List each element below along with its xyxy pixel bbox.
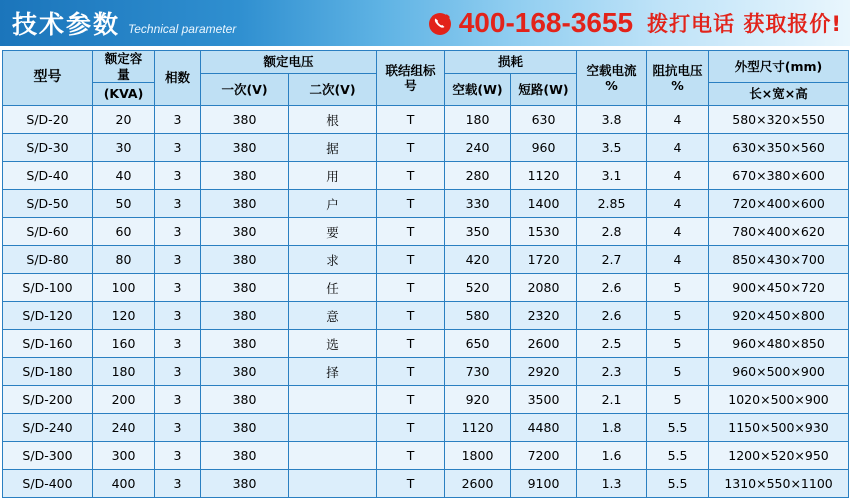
table-row xyxy=(3,134,849,162)
cell-impedance: 5 xyxy=(647,386,709,414)
header-connection-line2: 号 xyxy=(404,78,417,94)
phone-icon xyxy=(427,10,453,36)
cell-model: S/D-60 xyxy=(3,218,93,246)
cell-short-circuit-watt: 1720 xyxy=(511,246,577,274)
table-body xyxy=(3,106,849,498)
cell-no-load-current: 2.6 xyxy=(577,302,647,330)
cell-connection: T xyxy=(377,442,445,470)
cell-primary-voltage: 380 xyxy=(201,190,289,218)
cell-model: S/D-240 xyxy=(3,414,93,442)
cell-secondary-voltage: 意 xyxy=(289,302,377,330)
cell-impedance: 5 xyxy=(647,302,709,330)
table-row xyxy=(3,302,849,330)
cell-no-load-current: 2.1 xyxy=(577,386,647,414)
cell-impedance: 5 xyxy=(647,274,709,302)
cell-secondary-voltage: 任 xyxy=(289,274,377,302)
cell-secondary-voltage xyxy=(289,442,377,470)
header-capacity xyxy=(93,51,155,83)
cell-dimensions: 900×450×720 xyxy=(709,274,849,302)
cell-phases: 3 xyxy=(155,274,201,302)
cell-model: S/D-100 xyxy=(3,274,93,302)
cell-connection: T xyxy=(377,414,445,442)
cell-primary-voltage: 380 xyxy=(201,162,289,190)
header-no-load-current-line1: 空载电流 xyxy=(586,62,637,78)
cell-impedance: 4 xyxy=(647,134,709,162)
page-subtitle: Technical parameter xyxy=(128,22,237,36)
spec-table-container xyxy=(0,46,850,500)
cell-no-load-current: 2.85 xyxy=(577,190,647,218)
cell-secondary-voltage: 用 xyxy=(289,162,377,190)
header-no-load-current-line2: % xyxy=(605,78,618,94)
header-dimensions: 外型尺寸(mm) xyxy=(709,51,849,83)
cell-capacity: 180 xyxy=(93,358,155,386)
header-banner xyxy=(0,0,850,46)
cell-impedance: 4 xyxy=(647,218,709,246)
table-row xyxy=(3,414,849,442)
call-to-action-text: 拨打电话 获取报价! xyxy=(647,12,842,36)
cell-connection: T xyxy=(377,134,445,162)
header-loss: 损耗 xyxy=(445,51,577,74)
cell-phases: 3 xyxy=(155,162,201,190)
cell-phases: 3 xyxy=(155,330,201,358)
cell-no-load-current: 2.8 xyxy=(577,218,647,246)
cell-model: S/D-160 xyxy=(3,330,93,358)
header-connection-line1: 联结组标 xyxy=(385,62,436,78)
cell-capacity: 60 xyxy=(93,218,155,246)
cell-short-circuit-watt: 1530 xyxy=(511,218,577,246)
cell-no-load-watt: 1120 xyxy=(445,414,511,442)
cell-no-load-watt: 580 xyxy=(445,302,511,330)
cell-secondary-voltage xyxy=(289,386,377,414)
cell-no-load-watt: 1800 xyxy=(445,442,511,470)
cell-no-load-current: 1.8 xyxy=(577,414,647,442)
cell-short-circuit-watt: 1120 xyxy=(511,162,577,190)
cell-phases: 3 xyxy=(155,442,201,470)
phone-number[interactable]: 400-168-3655 xyxy=(458,7,634,38)
cell-model: S/D-80 xyxy=(3,246,93,274)
cell-primary-voltage: 380 xyxy=(201,274,289,302)
header-impedance-line2: % xyxy=(671,78,684,94)
cell-dimensions: 850×430×700 xyxy=(709,246,849,274)
cell-short-circuit-watt: 630 xyxy=(511,106,577,134)
table-row xyxy=(3,162,849,190)
cell-capacity: 80 xyxy=(93,246,155,274)
page-title: 技术参数 xyxy=(12,10,121,39)
cell-impedance: 5.5 xyxy=(647,414,709,442)
cell-short-circuit-watt: 3500 xyxy=(511,386,577,414)
cell-no-load-current: 3.8 xyxy=(577,106,647,134)
header-contact-group xyxy=(427,0,842,46)
table-row xyxy=(3,190,849,218)
cell-capacity: 20 xyxy=(93,106,155,134)
table-header xyxy=(3,51,849,106)
cell-secondary-voltage: 择 xyxy=(289,358,377,386)
table-row xyxy=(3,442,849,470)
cell-no-load-watt: 330 xyxy=(445,190,511,218)
cell-primary-voltage: 380 xyxy=(201,218,289,246)
header-capacity-line1: 额定容 xyxy=(104,51,143,66)
cell-impedance: 4 xyxy=(647,106,709,134)
cell-phases: 3 xyxy=(155,218,201,246)
cell-model: S/D-20 xyxy=(3,106,93,134)
cell-secondary-voltage: 根 xyxy=(289,106,377,134)
cell-connection: T xyxy=(377,274,445,302)
table-row xyxy=(3,470,849,498)
cell-dimensions: 960×480×850 xyxy=(709,330,849,358)
cell-dimensions: 630×350×560 xyxy=(709,134,849,162)
cell-secondary-voltage: 据 xyxy=(289,134,377,162)
header-capacity-unit: (KVA) xyxy=(93,83,155,106)
cell-connection: T xyxy=(377,190,445,218)
cell-dimensions: 670×380×600 xyxy=(709,162,849,190)
cell-model: S/D-120 xyxy=(3,302,93,330)
cell-primary-voltage: 380 xyxy=(201,386,289,414)
cell-primary-voltage: 380 xyxy=(201,302,289,330)
cell-impedance: 4 xyxy=(647,190,709,218)
cell-phases: 3 xyxy=(155,190,201,218)
cell-secondary-voltage: 求 xyxy=(289,246,377,274)
cell-no-load-current: 3.5 xyxy=(577,134,647,162)
header-dimensions-sub: 长×宽×高 xyxy=(709,83,849,106)
cell-phases: 3 xyxy=(155,358,201,386)
cell-primary-voltage: 380 xyxy=(201,330,289,358)
cell-model: S/D-30 xyxy=(3,134,93,162)
cell-model: S/D-400 xyxy=(3,470,93,498)
header-connection xyxy=(377,51,445,106)
cell-primary-voltage: 380 xyxy=(201,246,289,274)
cell-primary-voltage: 380 xyxy=(201,106,289,134)
cell-phases: 3 xyxy=(155,134,201,162)
cell-impedance: 4 xyxy=(647,246,709,274)
header-capacity-line2: 量 xyxy=(117,66,130,82)
header-rated-voltage: 额定电压 xyxy=(201,51,377,74)
cell-no-load-current: 2.3 xyxy=(577,358,647,386)
cell-phases: 3 xyxy=(155,386,201,414)
header-title-group xyxy=(0,5,236,41)
cell-no-load-watt: 650 xyxy=(445,330,511,358)
cell-impedance: 4 xyxy=(647,162,709,190)
cell-connection: T xyxy=(377,330,445,358)
cell-primary-voltage: 380 xyxy=(201,470,289,498)
cell-short-circuit-watt: 1400 xyxy=(511,190,577,218)
table-row xyxy=(3,386,849,414)
cell-model: S/D-200 xyxy=(3,386,93,414)
table-row xyxy=(3,358,849,386)
cell-dimensions: 780×400×620 xyxy=(709,218,849,246)
cell-connection: T xyxy=(377,358,445,386)
cell-impedance: 5.5 xyxy=(647,470,709,498)
cell-impedance: 5.5 xyxy=(647,442,709,470)
cell-connection: T xyxy=(377,470,445,498)
cell-model: S/D-50 xyxy=(3,190,93,218)
cell-capacity: 300 xyxy=(93,442,155,470)
cell-connection: T xyxy=(377,302,445,330)
cell-no-load-watt: 730 xyxy=(445,358,511,386)
header-impedance xyxy=(647,51,709,106)
cell-no-load-watt: 920 xyxy=(445,386,511,414)
cell-capacity: 240 xyxy=(93,414,155,442)
header-no-load-watt: 空载(W) xyxy=(445,74,511,106)
cell-capacity: 40 xyxy=(93,162,155,190)
header-primary-voltage: 一次(V) xyxy=(201,74,289,106)
cell-secondary-voltage: 选 xyxy=(289,330,377,358)
cell-short-circuit-watt: 9100 xyxy=(511,470,577,498)
cell-short-circuit-watt: 7200 xyxy=(511,442,577,470)
cell-capacity: 400 xyxy=(93,470,155,498)
cell-no-load-watt: 350 xyxy=(445,218,511,246)
cell-dimensions: 1150×500×930 xyxy=(709,414,849,442)
cell-no-load-current: 3.1 xyxy=(577,162,647,190)
cell-connection: T xyxy=(377,386,445,414)
cell-no-load-current: 1.6 xyxy=(577,442,647,470)
cell-phases: 3 xyxy=(155,302,201,330)
cell-model: S/D-180 xyxy=(3,358,93,386)
cell-impedance: 5 xyxy=(647,330,709,358)
cell-primary-voltage: 380 xyxy=(201,358,289,386)
cell-phases: 3 xyxy=(155,106,201,134)
table-row xyxy=(3,330,849,358)
cell-model: S/D-40 xyxy=(3,162,93,190)
cell-no-load-watt: 240 xyxy=(445,134,511,162)
cell-short-circuit-watt: 960 xyxy=(511,134,577,162)
cell-dimensions: 1310×550×1100 xyxy=(709,470,849,498)
cell-connection: T xyxy=(377,218,445,246)
cell-connection: T xyxy=(377,106,445,134)
cell-no-load-current: 2.5 xyxy=(577,330,647,358)
cell-dimensions: 720×400×600 xyxy=(709,190,849,218)
header-row-1 xyxy=(3,51,849,74)
cell-secondary-voltage: 要 xyxy=(289,218,377,246)
header-phases: 相数 xyxy=(155,51,201,106)
cell-phases: 3 xyxy=(155,470,201,498)
cell-phases: 3 xyxy=(155,246,201,274)
spec-table xyxy=(2,50,849,498)
cell-dimensions: 580×320×550 xyxy=(709,106,849,134)
table-row xyxy=(3,218,849,246)
cell-dimensions: 960×500×900 xyxy=(709,358,849,386)
table-row xyxy=(3,246,849,274)
cell-phases: 3 xyxy=(155,414,201,442)
cell-no-load-current: 2.6 xyxy=(577,274,647,302)
cell-dimensions: 1020×500×900 xyxy=(709,386,849,414)
cell-connection: T xyxy=(377,162,445,190)
cell-primary-voltage: 380 xyxy=(201,414,289,442)
header-impedance-line1: 阻抗电压 xyxy=(652,62,703,78)
table-row xyxy=(3,106,849,134)
header-short-circuit-watt: 短路(W) xyxy=(511,74,577,106)
header-model: 型号 xyxy=(3,51,93,106)
cell-model: S/D-300 xyxy=(3,442,93,470)
header-no-load-current xyxy=(577,51,647,106)
cell-no-load-current: 1.3 xyxy=(577,470,647,498)
cell-secondary-voltage xyxy=(289,470,377,498)
cell-capacity: 200 xyxy=(93,386,155,414)
cell-short-circuit-watt: 2320 xyxy=(511,302,577,330)
cell-no-load-current: 2.7 xyxy=(577,246,647,274)
cell-short-circuit-watt: 2920 xyxy=(511,358,577,386)
cell-no-load-watt: 180 xyxy=(445,106,511,134)
cell-secondary-voltage: 户 xyxy=(289,190,377,218)
cell-primary-voltage: 380 xyxy=(201,134,289,162)
cell-capacity: 50 xyxy=(93,190,155,218)
cell-capacity: 30 xyxy=(93,134,155,162)
cell-no-load-watt: 420 xyxy=(445,246,511,274)
cell-capacity: 160 xyxy=(93,330,155,358)
cell-secondary-voltage xyxy=(289,414,377,442)
cell-short-circuit-watt: 2600 xyxy=(511,330,577,358)
cell-capacity: 100 xyxy=(93,274,155,302)
cell-impedance: 5 xyxy=(647,358,709,386)
cell-short-circuit-watt: 2080 xyxy=(511,274,577,302)
cell-no-load-watt: 520 xyxy=(445,274,511,302)
cell-short-circuit-watt: 4480 xyxy=(511,414,577,442)
cell-no-load-watt: 2600 xyxy=(445,470,511,498)
cell-no-load-watt: 280 xyxy=(445,162,511,190)
cell-dimensions: 920×450×800 xyxy=(709,302,849,330)
cell-connection: T xyxy=(377,246,445,274)
table-row xyxy=(3,274,849,302)
cell-capacity: 120 xyxy=(93,302,155,330)
header-secondary-voltage: 二次(V) xyxy=(289,74,377,106)
cell-dimensions: 1200×520×950 xyxy=(709,442,849,470)
cell-primary-voltage: 380 xyxy=(201,442,289,470)
